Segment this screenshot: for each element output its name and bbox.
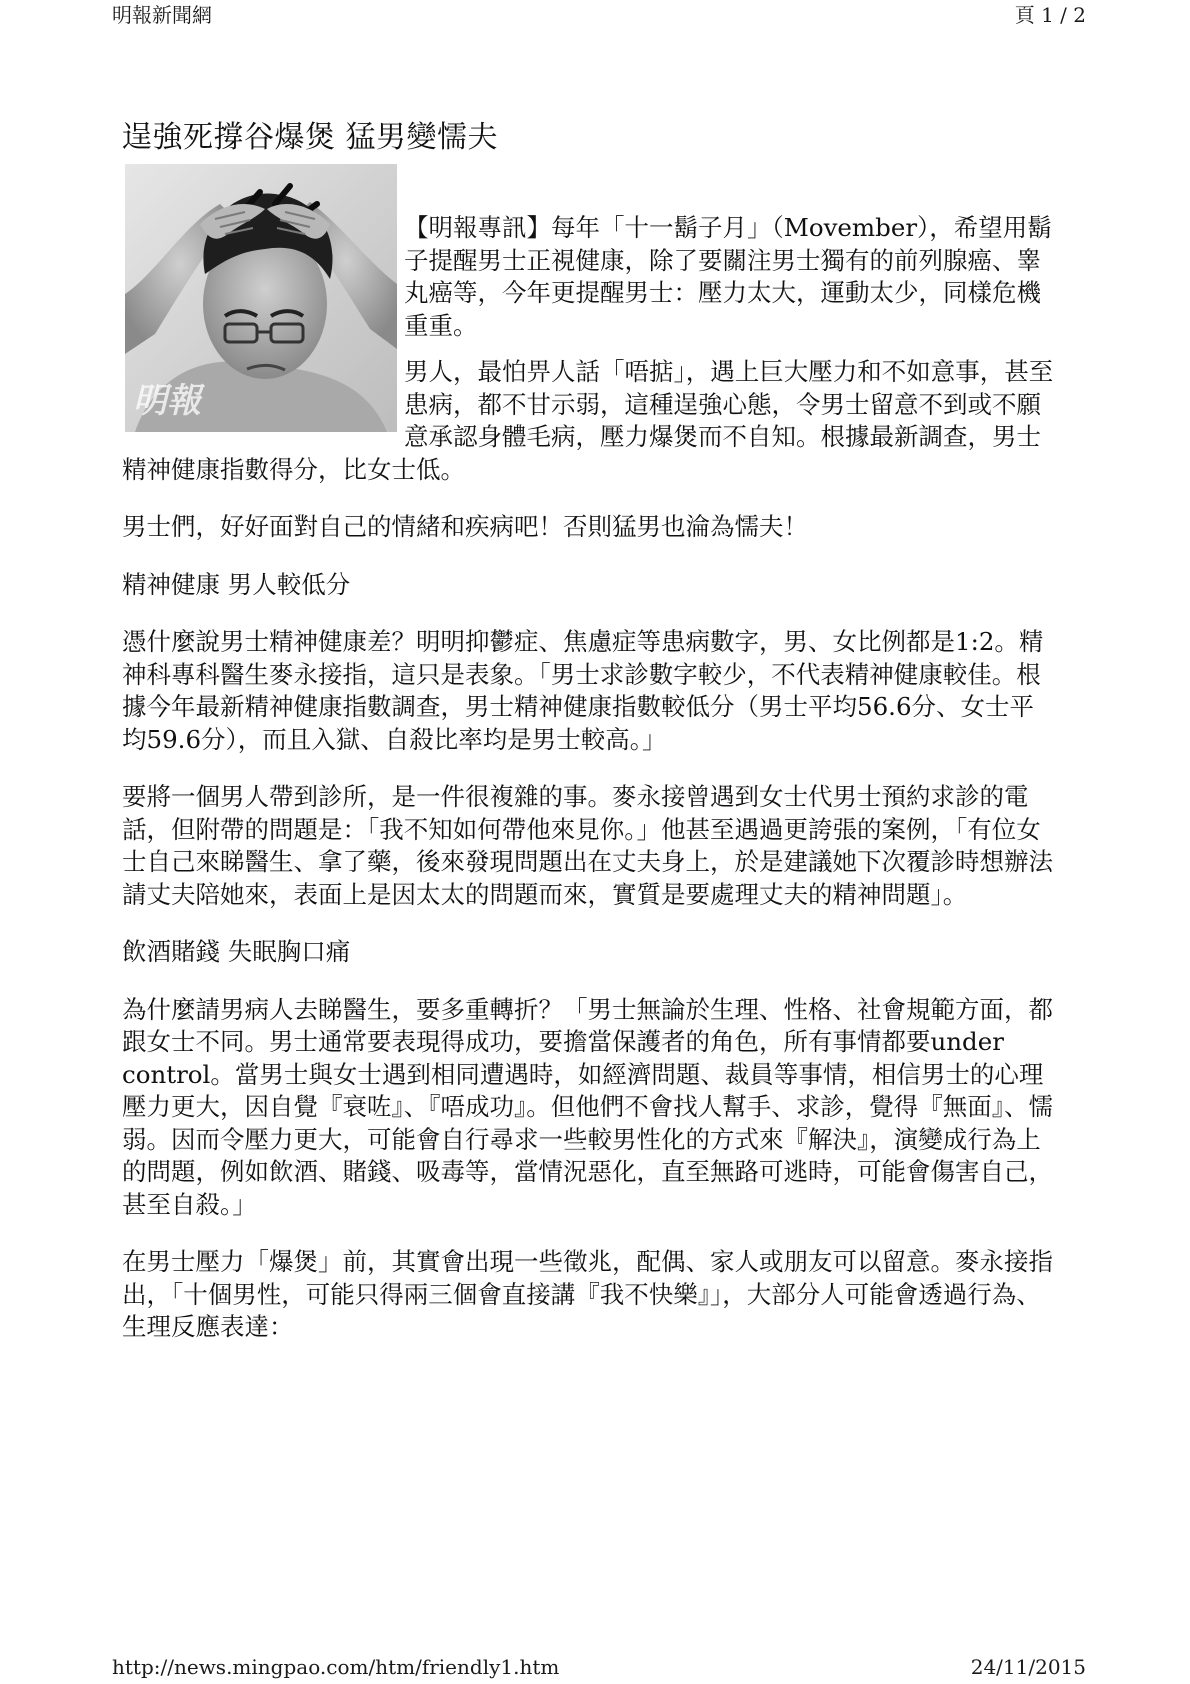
paragraph: 男人，最怕畀人話「唔掂」，遇上巨大壓力和不如意事，甚至患病，都不甘示弱，這種逞強心態，令男士留意不到或不願意承認身體毛病，壓力爆煲而不自知。根據最新調查，男士精神健康指數得分，比女士低。 — [122, 357, 1054, 484]
page-url: http://news.mingpao.com/htm/friendly1.htm — [112, 1655, 560, 1679]
paragraph: 男士們，好好面對自己的情緒和疾病吧！否則猛男也淪為懦夫！ — [122, 512, 808, 541]
article-body — [122, 212, 1057, 1369]
paragraph-intro: 【明報專訊】每年「十一鬍子月」（Movember），希望用鬍子提醒男士正視健康，除了要關注男士獨有的前列腺癌、睾丸癌等，今年更提醒男士：壓力太大，運動太少，同樣危機重重。 — [404, 213, 1052, 340]
print-footer — [112, 1652, 1086, 1682]
photo-watermark: 明報 — [133, 381, 201, 421]
section-heading: 飲酒賭錢 失眠胸口痛 — [122, 937, 351, 966]
site-name: 明報新聞網 — [112, 3, 212, 27]
print-header — [112, 0, 1086, 30]
paragraph: 憑什麼說男士精神健康差？明明抑鬱症、焦慮症等患病數字，男、女比例都是1:2。精神科專科醫生麥永接指，這只是表象。「男士求診數字較少，不代表精神健康較佳。根據今年最新精神健康指數調查，男士精神健康指數較低分（男士平均56.6分、女士平均59.6分），而且入獄、自殺比率均是男士較高。」 — [122, 627, 1044, 754]
paragraph: 在男士壓力「爆煲」前，其實會出現一些徵兆，配偶、家人或朋友可以留意。麥永接指出，「十個男性，可能只得兩三個會直接講『我不快樂』」，大部分人可能會透過行為、生理反應表達： — [122, 1247, 1053, 1341]
print-date: 24/11/2015 — [970, 1655, 1086, 1679]
photo-float-spacer — [122, 210, 404, 442]
section-heading: 精神健康 男人較低分 — [122, 569, 351, 599]
page-number: 頁 1 / 2 — [1014, 3, 1086, 27]
paragraph: 要將一個男人帶到診所，是一件很複雜的事。麥永接曾遇到女士代男士預約求診的電話，但附帶的問題是：「我不知如何帶他來見你。」他甚至遇過更誇張的案例，「有位女士自己來睇醫生、拿了藥，後來發現問題出在丈夫身上，於是建議她下次覆診時想辦法請丈夫陪她來，表面上是因太太的問題而來，實質是要處理丈夫的精神問題」。 — [122, 782, 1053, 909]
paragraph: 為什麼請男病人去睇醫生，要多重轉折？「男士無論於生理、性格、社會規範方面，都跟女士不同。男士通常要表現得成功，要擔當保護者的角色，所有事情都要under control。當男士與女士遇到相同遭遇時，如經濟問題、裁員等事情，相信男士的心理壓力更大，因自覺『衰咗』、『唔成功』。但他們不會找人幫手、求診，覺得『無面』、懦弱。因而令壓力更大，可能會自行尋求一些較男性化的方式來『解決』，演變成行為上的問題，例如飲酒、賭錢、吸毒等，當情況惡化，直至無路可逃時，可能會傷害自己，甚至自殺。」 — [122, 994, 1053, 1219]
article-title: 逞強死撐谷爆煲 猛男變懦夫 — [122, 120, 499, 155]
